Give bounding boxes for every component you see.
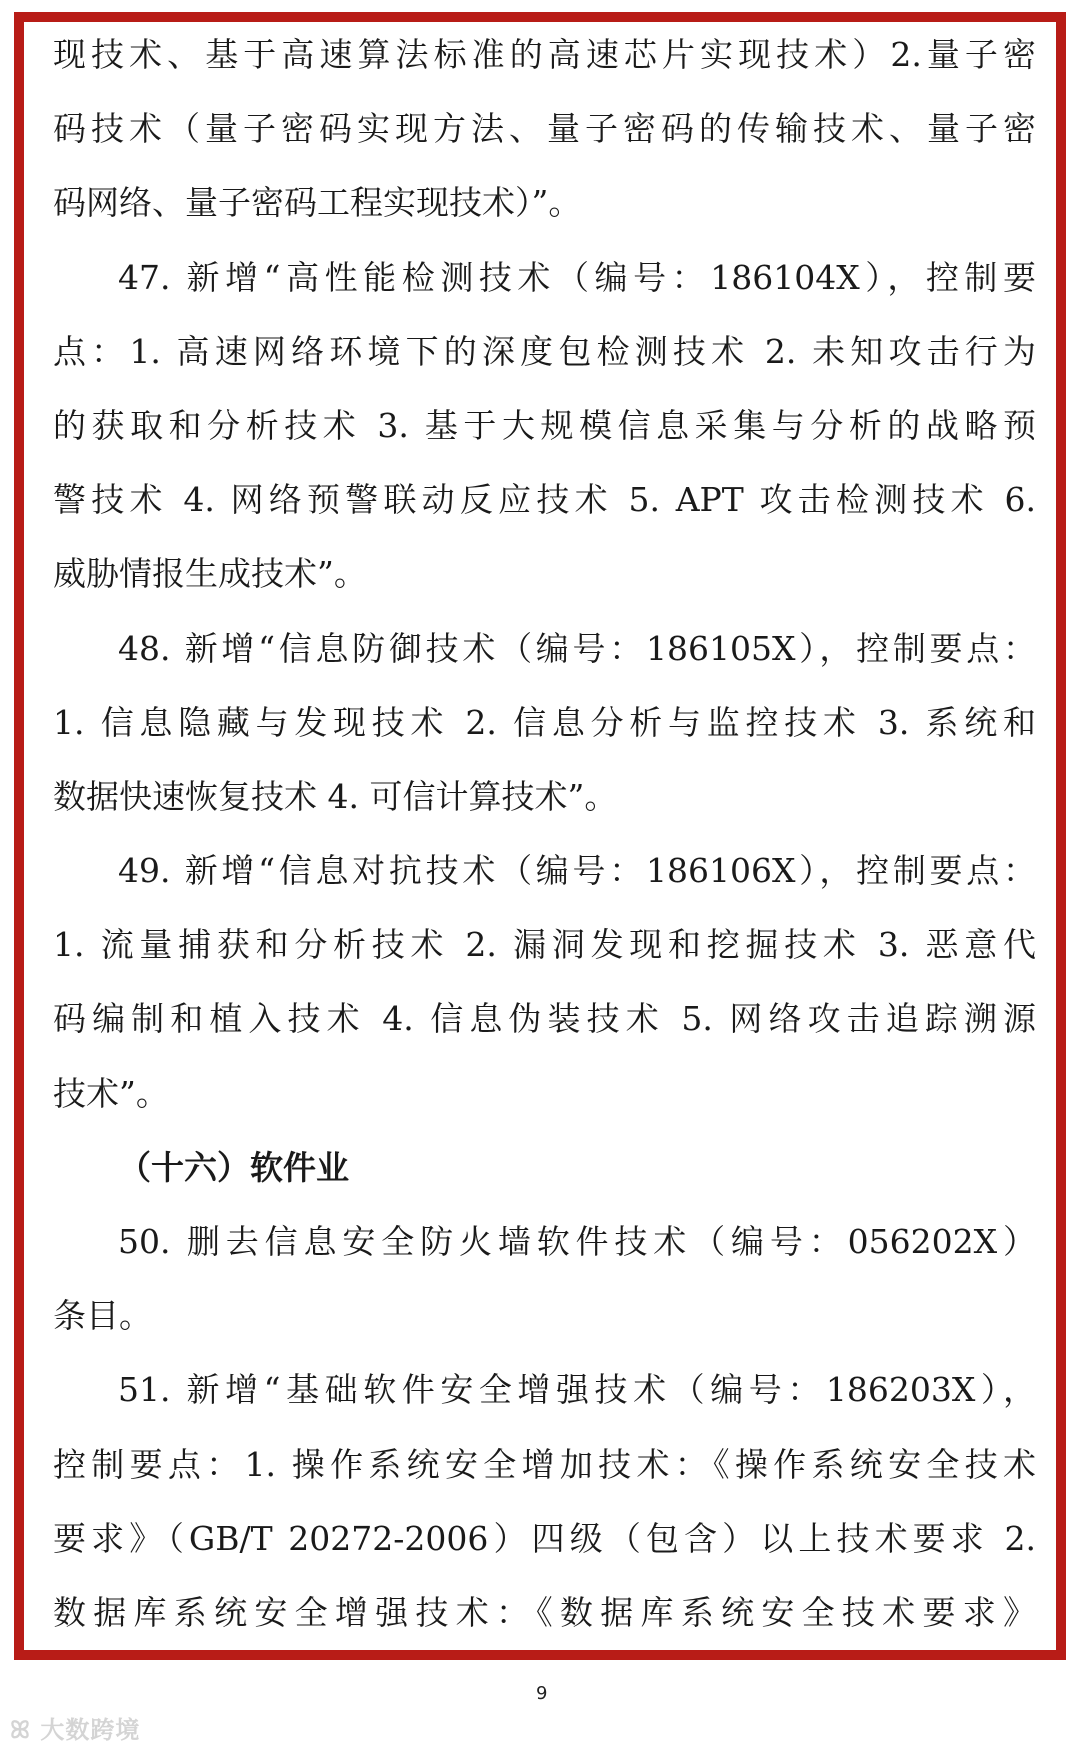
text-line: 码编制和植入技术 4. 信息伪装技术 5. 网络攻击追踪溯源 — [53, 999, 1036, 1039]
watermark-text: 大数跨境 — [40, 1716, 141, 1744]
section-heading: （十六）软件业 — [118, 1147, 349, 1187]
text-line: 警技术 4. 网络预警联动反应技术 5. APT 攻击检测技术 6. — [53, 480, 1036, 520]
page-number: 9 — [536, 1683, 548, 1704]
text-line: 点：1. 高速网络环境下的深度包检测技术 2. 未知攻击行为 — [53, 331, 1036, 371]
item-48-heading: 48. 新增“信息防御技术（编号：186105X），控制要点： — [118, 628, 1036, 668]
text-line: 的获取和分析技术 3. 基于大规模信息采集与分析的战略预 — [53, 405, 1036, 445]
text-line: 1. 信息隐藏与发现技术 2. 信息分析与监控技术 3. 系统和 — [53, 702, 1036, 742]
document-body — [53, 18, 1036, 1650]
item-47-heading: 47. 新增“高性能检测技术（编号：186104X），控制要 — [118, 257, 1036, 297]
watermark-logo — [10, 1710, 140, 1745]
text-line: 威胁情报生成技术”。 — [53, 554, 367, 594]
text-line: 现技术、基于高速算法标准的高速芯片实现技术）2.量子密 — [53, 35, 1036, 74]
item-51-heading: 51. 新增“基础软件安全增强技术（编号：186203X）， — [118, 1370, 1036, 1410]
item-50-heading: 50. 删去信息安全防火墙软件技术（编号：056202X） — [118, 1222, 1036, 1261]
text-line: 码技术（量子密码实现方法、量子密码的传输技术、量子密 — [53, 109, 1036, 149]
item-49-heading: 49. 新增“信息对抗技术（编号：186106X），控制要点： — [118, 851, 1036, 891]
watermark-icon: ꕤ — [10, 1716, 41, 1744]
text-line: 1. 流量捕获和分析技术 2. 漏洞发现和挖掘技术 3. 恶意代 — [53, 925, 1036, 965]
text-line: 技术”。 — [53, 1073, 169, 1113]
text-line: 数据库系统安全增强技术：《数据库系统安全技术要求》 — [53, 1592, 1036, 1632]
text-line: 控制要点：1. 操作系统安全增加技术：《操作系统安全技术 — [53, 1444, 1036, 1484]
text-line: 要求》（GB/T 20272-2006）四级（包含）以上技术要求 2. — [53, 1518, 1036, 1558]
text-line: 数据快速恢复技术 4. 可信计算技术”。 — [53, 776, 618, 816]
text-line: 条目。 — [53, 1296, 152, 1336]
text-line: 码网络、量子密码工程实现技术）”。 — [53, 183, 582, 223]
